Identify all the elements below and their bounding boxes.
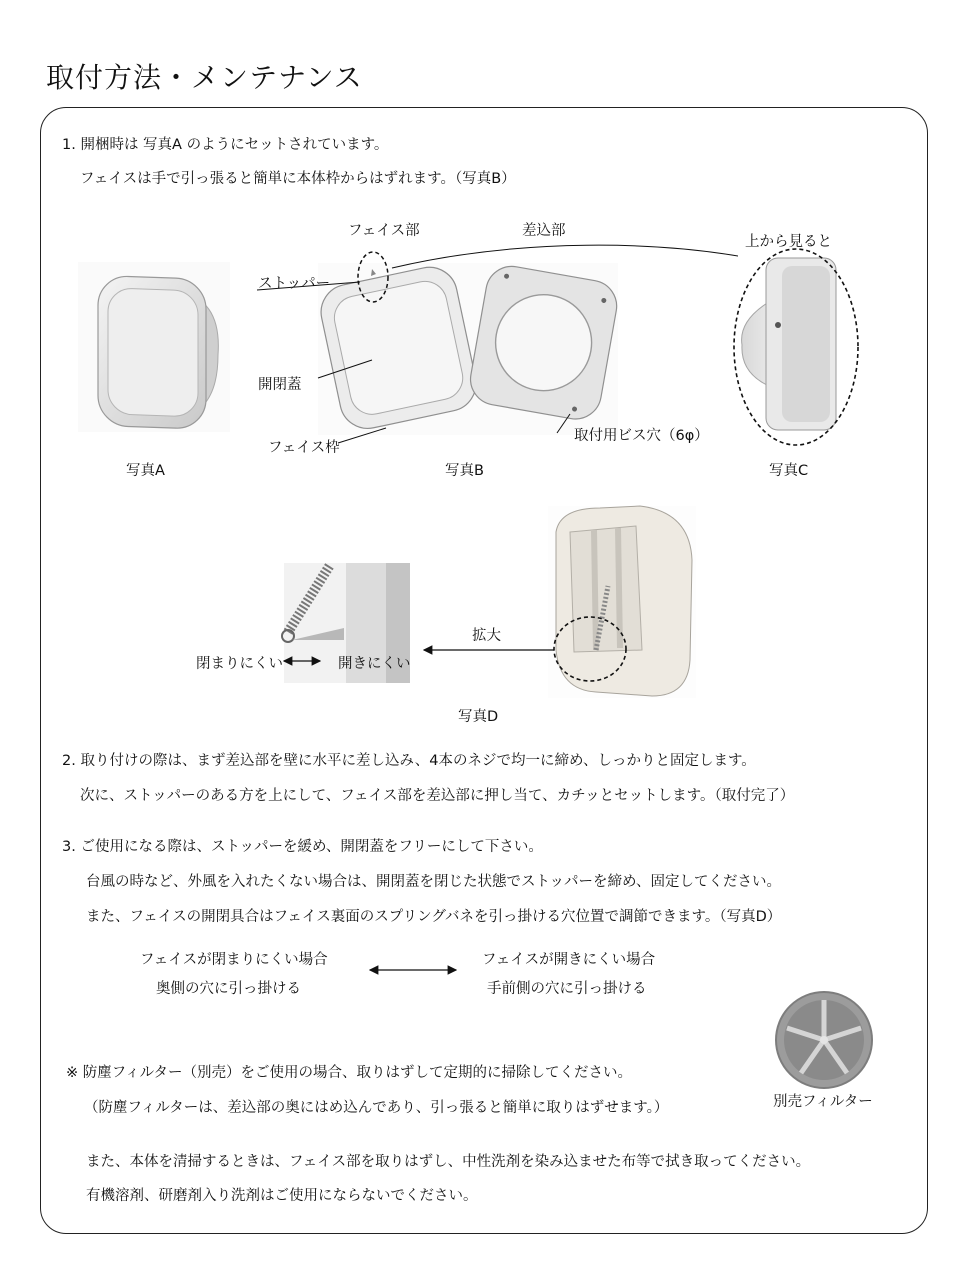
care-line1: また、本体を清掃するときは、フェイス部を取りはずし、中性洗剤を染み込ませた布等で拭き取ってください。: [86, 1154, 811, 1170]
caption-photo-b: 写真B: [445, 463, 484, 479]
label-face-part: フェイス部: [348, 223, 420, 239]
note-line2: （防塵フィルターは、差込部の奥にはめ込んであり、引っ張ると簡単に取りはずせます。）: [84, 1100, 669, 1116]
photo-c: [734, 249, 858, 445]
step1-line1: 1. 開梱時は 写真A のようにセットされています。: [62, 137, 389, 153]
photo-d-back: [424, 506, 696, 698]
label-face-frame: フェイス枠: [268, 440, 340, 456]
caption-photo-d: 写真D: [458, 709, 499, 725]
step3-line1: 3. ご使用になる際は、ストッパーを緩め、開閉蓋をフリーにして下さい。: [62, 839, 543, 855]
adjust-right-line1: フェイスが開きにくい場合: [482, 952, 656, 968]
label-lid: 開閉蓋: [258, 377, 302, 393]
step3-line3: また、フェイスの開閉具合はフェイス裏面のスプリングバネを引っ掛ける穴位置で調節できます。（写真D）: [86, 909, 782, 925]
photo-b: [257, 245, 760, 443]
label-stopper: ストッパー: [258, 276, 331, 292]
page-title: 取付方法・メンテナンス: [46, 61, 363, 94]
label-zoom: 拡大: [472, 628, 501, 644]
care-line2: 有機溶剤、研磨剤入り洗剤はご使用にならないでください。: [86, 1188, 478, 1204]
label-hard-to-open: 開きにくい: [338, 656, 411, 672]
step2-line1: 2. 取り付けの際は、まず差込部を壁に水平に差し込み、4本のネジで均一に締め、しっかりと固定します。: [62, 753, 756, 769]
label-view-from-top: 上から見ると: [745, 234, 832, 250]
caption-photo-c: 写真C: [769, 463, 809, 479]
adjust-left-line1: フェイスが閉まりにくい場合: [140, 952, 328, 968]
step1-line2: フェイスは手で引っ張ると簡単に本体枠からはずれます。（写真B）: [80, 171, 516, 187]
photo-a: [78, 262, 230, 432]
caption-photo-a: 写真A: [126, 463, 165, 479]
note-line1: ※ 防塵フィルター（別売）をご使用の場合、取りはずして定期的に掃除してください。: [66, 1065, 633, 1081]
label-screw-hole: 取付用ビス穴（6φ）: [574, 428, 709, 444]
adjust-left-line2: 奥側の穴に引っ掛ける: [156, 981, 301, 997]
step3-line2: 台風の時など、外風を入れたくない場合は、開閉蓋を閉じた状態でストッパーを締め、固定してください。: [86, 874, 781, 890]
step2-line2: 次に、ストッパーのある方を上にして、フェイス部を差込部に押し当て、カチッとセットします。（取付完了）: [80, 788, 795, 804]
adjust-right-line2: 手前側の穴に引っ掛ける: [487, 981, 647, 997]
filter-image: [776, 992, 872, 1088]
filter-label: 別売フィルター: [773, 1094, 873, 1110]
label-insert-part: 差込部: [522, 223, 566, 239]
label-hard-to-close: 閉まりにくい: [196, 656, 283, 672]
